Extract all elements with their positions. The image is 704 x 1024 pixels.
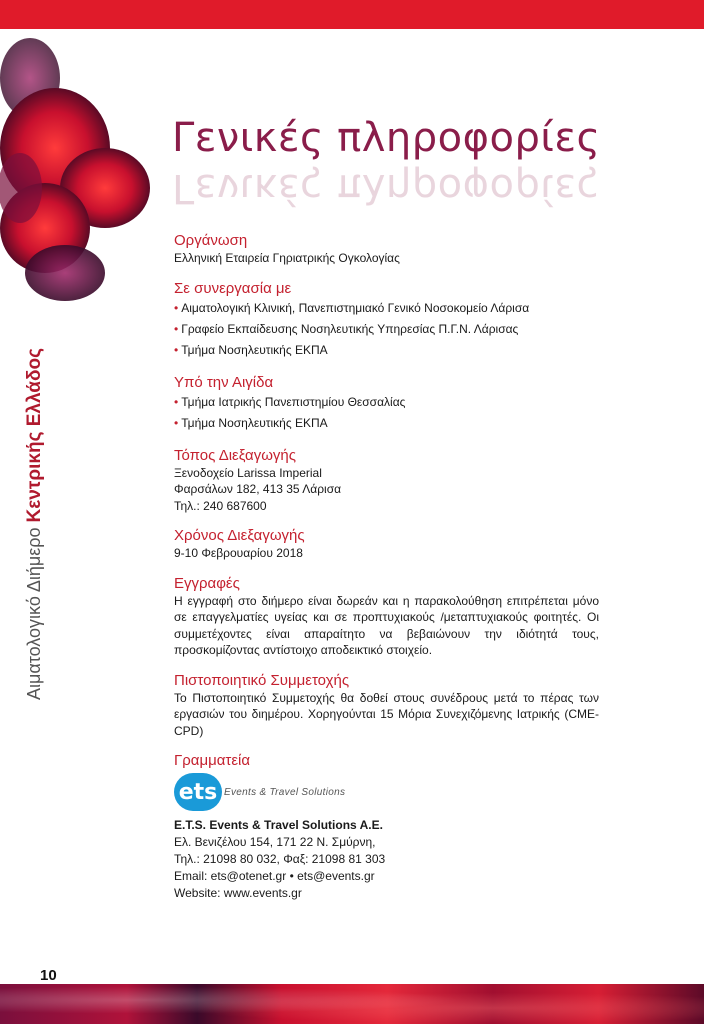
vertical-event-title xyxy=(24,348,46,700)
registration-text: Η εγγραφή στο διήμερο είναι δωρεάν και η παρακολούθηση επιτρέπεται μόνο σε επαγγελματίες υγείας και σε προπτυχιακούς /μεταπτυχιακούς φοιτητές. Οι συμμετέχοντες είναι απαραίτητο να βεβαιώνουν την ιδιότητά τους, προσκομίζοντας αντίστοιχο αποδεικτικό στοιχείο. xyxy=(174,593,599,657)
list-item: • Τμήμα Ιατρικής Πανεπιστημίου Θεσσαλίας xyxy=(174,394,406,409)
page-number: 10 xyxy=(40,967,57,984)
company-name: E.T.S. Events & Travel Solutions A.E. xyxy=(174,818,383,832)
vertical-title-prefix: Αιματολογικό Διήμερο xyxy=(24,527,44,700)
auspices-heading: Υπό την Αιγίδα xyxy=(174,373,274,391)
bullet-icon: • xyxy=(174,342,179,357)
venue-phone: Τηλ.: 240 687600 xyxy=(174,498,267,513)
list-item: • Τμήμα Νοσηλευτικής ΕΚΠΑ xyxy=(174,342,328,357)
certificate-text: Το Πιστοποιητικό Συμμετοχής θα δοθεί στους συνέδρους μετά το πέρας των εργασιών του διημέρου. Χορηγούνται 15 Μόρια Συνεχιζόμενης Ιατρικής (CME- CPD) xyxy=(174,690,599,738)
bullet-icon: • xyxy=(174,394,179,409)
auspices-section xyxy=(174,374,599,434)
bullet-icon: • xyxy=(174,415,179,430)
organization-heading: Οργάνωση xyxy=(174,232,248,249)
company-email: Email: ets@otenet.gr • ets@events.gr xyxy=(174,869,375,883)
ets-logo xyxy=(174,773,599,811)
certificate-section xyxy=(174,672,599,740)
cooperation-section xyxy=(174,280,599,361)
cooperation-heading: Σε συνεργασία με xyxy=(174,279,292,297)
ets-logo-tagline: Events & Travel Solutions xyxy=(224,786,346,798)
company-website: Website: www.events.gr xyxy=(174,886,302,900)
time-text: 9-10 Φεβρουαρίου 2018 xyxy=(174,546,303,560)
company-address: Ελ. Βενιζέλου 154, 171 22 Ν. Σμύρνη, xyxy=(174,835,376,849)
info-content xyxy=(174,232,599,915)
registration-section xyxy=(174,575,599,659)
bottom-decorative-bar xyxy=(0,984,704,1024)
time-section xyxy=(174,527,599,562)
time-heading: Χρόνος Διεξαγωγής xyxy=(174,527,305,544)
company-phone: Τηλ.: 21098 80 032, Φαξ: 21098 81 303 xyxy=(174,852,386,866)
organization-section xyxy=(174,232,599,267)
certificate-heading: Πιστοποιητικό Συμμετοχής xyxy=(174,671,350,689)
organization-text: Ελληνική Εταιρεία Γηριατρικής Ογκολογίας xyxy=(174,251,400,265)
top-red-bar xyxy=(0,0,704,29)
red-ink-illustration xyxy=(0,28,155,308)
list-item: • Γραφείο Εκπαίδευσης Νοσηλευτικής Υπηρεσίας Π.Γ.Ν. Λάρισας xyxy=(174,321,519,336)
registration-heading: Εγγραφές xyxy=(174,574,240,592)
secretariat-heading: Γραμματεία xyxy=(174,752,251,769)
venue-hotel: Ξενοδοχείο Larissa Imperial xyxy=(174,465,322,480)
venue-section xyxy=(174,447,599,515)
page-title-reflection: Γενικές πληροφορίες xyxy=(172,165,601,211)
list-item: • Τμήμα Νοσηλευτικής ΕΚΠΑ xyxy=(174,415,328,430)
ets-logo-badge: ets xyxy=(174,773,222,811)
venue-heading: Τόπος Διεξαγωγής xyxy=(174,446,296,464)
list-item: • Αιματολογική Κλινική, Πανεπιστημιακό Γενικό Νοσοκομείο Λάρισα xyxy=(174,300,530,315)
bullet-icon: • xyxy=(174,300,179,315)
vertical-title-highlight: Κεντρικής Ελλάδος xyxy=(24,348,45,523)
page-title: Γενικές πληροφορίες xyxy=(172,115,601,161)
venue-address: Φαρσάλων 182, 413 35 Λάρισα xyxy=(174,482,342,496)
secretariat-section xyxy=(174,752,599,902)
bullet-icon: • xyxy=(174,321,179,336)
